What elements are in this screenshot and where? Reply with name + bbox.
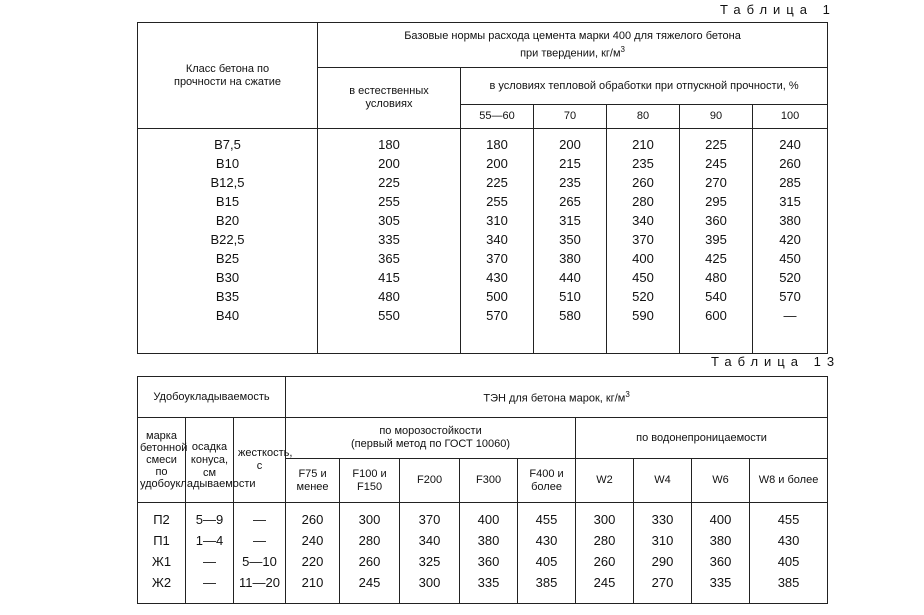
frost-col-header: F300 (460, 459, 518, 503)
natural-cell: 550 (318, 306, 461, 354)
natural-cell: 365 (318, 249, 461, 268)
mix-mark-header: марка бетонной смеси по удобоукладываемости (138, 418, 186, 503)
heat-cell: 310 (461, 211, 534, 230)
heat-cell: 380 (534, 249, 607, 268)
heat-cell: 245 (680, 154, 753, 173)
table-row (138, 503, 828, 531)
natural-cell: 480 (318, 287, 461, 306)
frost-col-header: F100 и F150 (340, 459, 400, 503)
table-row (138, 230, 828, 249)
heat-cell: 265 (534, 192, 607, 211)
slump-cell: 5—9 (186, 503, 234, 531)
heat-cell: 295 (680, 192, 753, 211)
class-cell: B22,5 (138, 230, 318, 249)
heat-cell: 200 (534, 129, 607, 155)
heat-cell: 215 (534, 154, 607, 173)
frost-cell: 380 (460, 530, 518, 551)
cement-norms-table (137, 22, 828, 354)
heat-cell: 395 (680, 230, 753, 249)
water-cell: 335 (692, 572, 750, 604)
frost-header: по морозостойкости (первый метод по ГОСТ 10060) (286, 418, 576, 459)
class-cell: B7,5 (138, 129, 318, 155)
natural-cell: 225 (318, 173, 461, 192)
water-col-header: W8 и более (750, 459, 828, 503)
water-cell: 290 (634, 551, 692, 572)
table-row (138, 173, 828, 192)
table1-caption: Таблица 1 (720, 2, 836, 17)
frost-cell: 340 (400, 530, 460, 551)
table-row (138, 192, 828, 211)
water-cell: 330 (634, 503, 692, 531)
heat-cell: 440 (534, 268, 607, 287)
frost-cell: 260 (340, 551, 400, 572)
class-cell: B40 (138, 306, 318, 354)
water-cell: 280 (576, 530, 634, 551)
frost-cell: 240 (286, 530, 340, 551)
mark-cell: Ж1 (138, 551, 186, 572)
ten-header: ТЭН для бетона марок, $кг/м^3$ (286, 377, 828, 418)
heat-cell: 480 (680, 268, 753, 287)
heat-cell: 280 (607, 192, 680, 211)
heat-cell: — (753, 306, 828, 354)
heat-cell: 285 (753, 173, 828, 192)
table-row (138, 530, 828, 551)
slump-header: осадка конуса, см (186, 418, 234, 503)
heat-cell: 340 (461, 230, 534, 249)
frost-cell: 245 (340, 572, 400, 604)
frost-col-header: F200 (400, 459, 460, 503)
class-cell: B10 (138, 154, 318, 173)
slump-cell: — (186, 572, 234, 604)
water-col-header: W4 (634, 459, 692, 503)
heat-cell: 540 (680, 287, 753, 306)
frost-cell: 430 (518, 530, 576, 551)
heat-cell: 510 (534, 287, 607, 306)
water-cell: 380 (692, 530, 750, 551)
water-cell: 385 (750, 572, 828, 604)
stiffness-cell: 11—20 (234, 572, 286, 604)
water-cell: 310 (634, 530, 692, 551)
heat-col-header: 80 (607, 105, 680, 129)
frost-cell: 335 (460, 572, 518, 604)
frost-col-header: F75 и менее (286, 459, 340, 503)
frost-col-header: F400 и более (518, 459, 576, 503)
frost-cell: 370 (400, 503, 460, 531)
mark-cell: Ж2 (138, 572, 186, 604)
stiffness-cell: — (234, 530, 286, 551)
table-row (138, 268, 828, 287)
water-cell: 405 (750, 551, 828, 572)
heat-cell: 370 (461, 249, 534, 268)
heat-cell: 450 (607, 268, 680, 287)
heat-col-header: 100 (753, 105, 828, 129)
heat-cell: 580 (534, 306, 607, 354)
stiffness-header: жесткость, с (234, 418, 286, 503)
heat-cell: 235 (534, 173, 607, 192)
frost-cell: 300 (400, 572, 460, 604)
workability-header: Удобоукладываемость (138, 377, 286, 418)
class-cell: B30 (138, 268, 318, 287)
heat-cell: 430 (461, 268, 534, 287)
class-cell: B20 (138, 211, 318, 230)
heat-cell: 400 (607, 249, 680, 268)
water-header: по водонепроницаемости (576, 418, 828, 459)
heat-col-header: 90 (680, 105, 753, 129)
water-col-header: W2 (576, 459, 634, 503)
class-header: Класс бетона по прочности на сжатие (138, 23, 318, 129)
table-row (138, 249, 828, 268)
table-row (138, 572, 828, 604)
heat-cell: 240 (753, 129, 828, 155)
frost-cell: 260 (286, 503, 340, 531)
natural-cell: 200 (318, 154, 461, 173)
water-cell: 270 (634, 572, 692, 604)
slump-cell: — (186, 551, 234, 572)
heat-cell: 590 (607, 306, 680, 354)
frost-cell: 405 (518, 551, 576, 572)
heat-cell: 225 (461, 173, 534, 192)
heat-cell: 270 (680, 173, 753, 192)
frost-cell: 455 (518, 503, 576, 531)
class-cell: B25 (138, 249, 318, 268)
class-cell: B12,5 (138, 173, 318, 192)
water-cell: 245 (576, 572, 634, 604)
heat-cell: 360 (680, 211, 753, 230)
natural-cell: 180 (318, 129, 461, 155)
table-row (138, 129, 828, 155)
frost-cell: 280 (340, 530, 400, 551)
water-cell: 430 (750, 530, 828, 551)
heat-cell: 570 (753, 287, 828, 306)
heat-cell: 520 (607, 287, 680, 306)
table-row (138, 306, 828, 354)
heat-cell: 420 (753, 230, 828, 249)
water-cell: 300 (576, 503, 634, 531)
norms-header: Базовые нормы расхода цемента марки 400 для тяжелого бетона при твердении, $кг/м^3$ (318, 23, 828, 68)
frost-cell: 220 (286, 551, 340, 572)
water-col-header: W6 (692, 459, 750, 503)
table-row (138, 211, 828, 230)
frost-cell: 210 (286, 572, 340, 604)
slump-cell: 1—4 (186, 530, 234, 551)
heat-cell: 600 (680, 306, 753, 354)
water-cell: 400 (692, 503, 750, 531)
heat-cell: 350 (534, 230, 607, 249)
class-cell: B35 (138, 287, 318, 306)
heat-cell: 450 (753, 249, 828, 268)
natural-cell: 335 (318, 230, 461, 249)
table-row (138, 551, 828, 572)
natural-header: в естественных условиях (318, 68, 461, 129)
heat-cell: 210 (607, 129, 680, 155)
natural-cell: 415 (318, 268, 461, 287)
heat-cell: 520 (753, 268, 828, 287)
water-cell: 260 (576, 551, 634, 572)
heat-cell: 315 (534, 211, 607, 230)
heat-cell: 180 (461, 129, 534, 155)
ten-table (137, 376, 828, 604)
table13-caption: Таблица 13 (711, 354, 841, 369)
natural-cell: 305 (318, 211, 461, 230)
heat-cell: 235 (607, 154, 680, 173)
heat-cell: 200 (461, 154, 534, 173)
heat-cell: 340 (607, 211, 680, 230)
heat-cell: 255 (461, 192, 534, 211)
frost-cell: 360 (460, 551, 518, 572)
heat-cell: 380 (753, 211, 828, 230)
heat-cell: 260 (753, 154, 828, 173)
stiffness-cell: 5—10 (234, 551, 286, 572)
table-row (138, 154, 828, 173)
frost-cell: 385 (518, 572, 576, 604)
heat-cell: 570 (461, 306, 534, 354)
natural-cell: 255 (318, 192, 461, 211)
mark-cell: П1 (138, 530, 186, 551)
frost-cell: 300 (340, 503, 400, 531)
heat-cell: 225 (680, 129, 753, 155)
heat-cell: 425 (680, 249, 753, 268)
heat-cell: 370 (607, 230, 680, 249)
mark-cell: П2 (138, 503, 186, 531)
heat-cell: 315 (753, 192, 828, 211)
heat-header: в условиях тепловой обработки при отпускной прочности, % (461, 68, 828, 105)
heat-cell: 500 (461, 287, 534, 306)
water-cell: 455 (750, 503, 828, 531)
stiffness-cell: — (234, 503, 286, 531)
frost-cell: 325 (400, 551, 460, 572)
table-row (138, 287, 828, 306)
class-cell: B15 (138, 192, 318, 211)
heat-cell: 260 (607, 173, 680, 192)
heat-col-header: 70 (534, 105, 607, 129)
frost-cell: 400 (460, 503, 518, 531)
water-cell: 360 (692, 551, 750, 572)
heat-col-header: 55—60 (461, 105, 534, 129)
